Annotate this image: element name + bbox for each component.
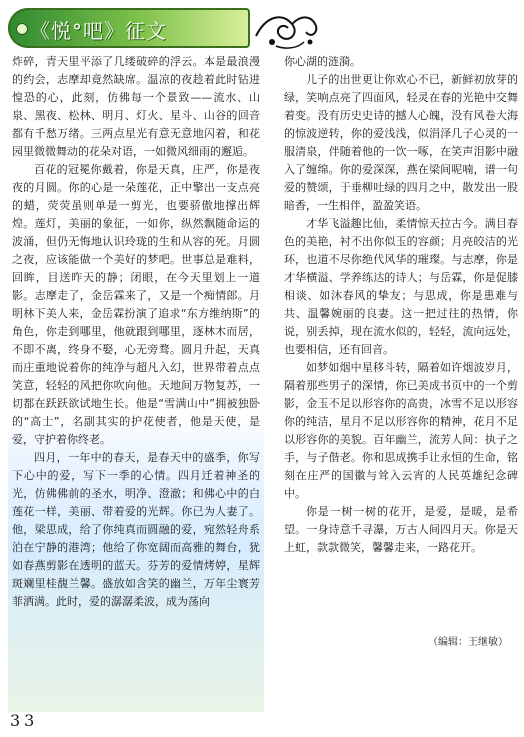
column-title: 《悦°吧》征文: [30, 19, 167, 43]
paragraph: 百花的冠冕你戴着，你是天真，庄严，你是夜夜的月圆。你的心是一朵莲花，正中擎出一支点亮的蜡，荧荧虽则单是一剪光，也要骄傲地撑出辉煌。莲灯，美丽的象征，一如你，纵然飘随命运的波涌，但仍无悔地认识玲珑的生和从容的死。月圆之夜，应该能做一个美好的梦吧。世事总是难料，回眸，目送昨天的静；闭眼，在今天里划上一道影。志摩走了，金岳霖来了，又是一个痴情郎。月明林下美人来，金岳霖扮演了追求“东方维纳斯”的角色，你走到哪里，他就跟到哪里，逐林木而居，不即不离，终身不娶，心无旁骛。圆月升起，天真而庄重地说着你的纯净与超凡入幻，世界带着点点笑意，轻轻的风把你吹向他。天地间万物复苏，一切都在跃跃欲试地生长。他是“雪满山中”拥被独卧的“高士”，名副其实的护花使者，他是天使，是爱，守护着你终老。: [12, 163, 260, 446]
paragraph: 儿子的出世更让你欢心不已，新鲜初放芽的绿，笑响点亮了四面风，轻灵在春的光艳中交舞着变。没有历史史诗的撼人心魄，没有风卷大海的惊波逆转，你的爱浅浅，似涓泽几子心灵的一服清泉，伴随着他的一饮一啄，在笑声泪影中融入了缠绵。你的爱深深，燕在梁间呢喃，谱一句爱的赞颂，于垂柳吐绿的四月之中，散发出一股暗香，一生相伴，盈盈笑语。: [284, 73, 518, 212]
paragraph: 才华飞溢趣比仙，柔情惊天拉古今。满目春色的美艳，衬不出你似玉的容颜；月亮皎洁的光环，也道不尽你绝代风华的璀璨。与志摩，你是才华横溢、学养练达的诗人；与岳霖，你是促膝相谈、如沐春风的挚友；与思成，你是患难与共、温馨婉丽的良妻。这一把过往的热情，你说，别丢掉，现在流水似的，轻轻，流向远处，也要相信，还有回音。: [284, 217, 518, 356]
floral-ornament-icon: [252, 6, 322, 52]
paragraph: 炸碎，青天里平添了几缕破碎的浮云。本是最浪漫的约会，志摩却竟然缺席。温凉的夜趁着此时钻进惶恐的心，此刻，仿佛每一个景致——流水、山泉、黑夜、松林、明月、灯火、星斗、山谷的回音都有千愁万绪。三两点星光有意无意地闪着，和花园里微微舞动的花朵对语，一如微风细雨的邂逅。: [12, 55, 260, 158]
paragraph: 如梦如烟中星移斗转，隔着如许烟波岁月，隔着那些男子的深情，你已美成书页中的一个剪影，金玉不足以形容你的高贵，冰雪不足以形容你的纯洁，星月不足以形容你的精神，花月不足以形容你的美貌。百年幽兰，流芳人间：执子之手，与子偕老。你和思成携手让永恒的生命，铭刻在庄严的国徽与耸入云宵的人民英雄纪念碑中。: [284, 361, 518, 500]
banner-bullet-icon: [16, 23, 28, 35]
editor-credit: （编辑：王继敏）: [428, 637, 508, 648]
paragraph: 你是一树一树的花开，是爱，是暖，是希望。一身诗意千寻瀑，万古人间四月天。你是天上虹，款款微笑，馨馨走来，一路花开。: [284, 505, 518, 554]
column-banner: [8, 8, 250, 48]
paragraph: 四月，一年中的春天，是春天中的盛季，你写下心中的爱，写下一季的心情。四月迁着神圣的光，仿佛佛前的圣水，明净、澄澈；和佛心中的白莲花一样，美丽、带着爱的光辉。你已为人妻了。他，梁思成，给了你纯真而圆融的爱，宛然轻舟系泊在宁静的港湾；他给了你宽阔而高雅的舞台，犹如春燕剪影在透明的蓝天。芬芳的爱情烤婷，星辉斑斓里桂馥兰馨。盛放如含笑的幽兰，万年尘寰芳菲洒满。此时，爱的潺潺柔波，成为荡向: [12, 451, 260, 608]
page-number: 33: [10, 711, 39, 730]
left-column-text: [12, 53, 260, 713]
right-column-text: [284, 53, 518, 653]
paragraph: 你心湖的涟漪。: [284, 55, 361, 68]
